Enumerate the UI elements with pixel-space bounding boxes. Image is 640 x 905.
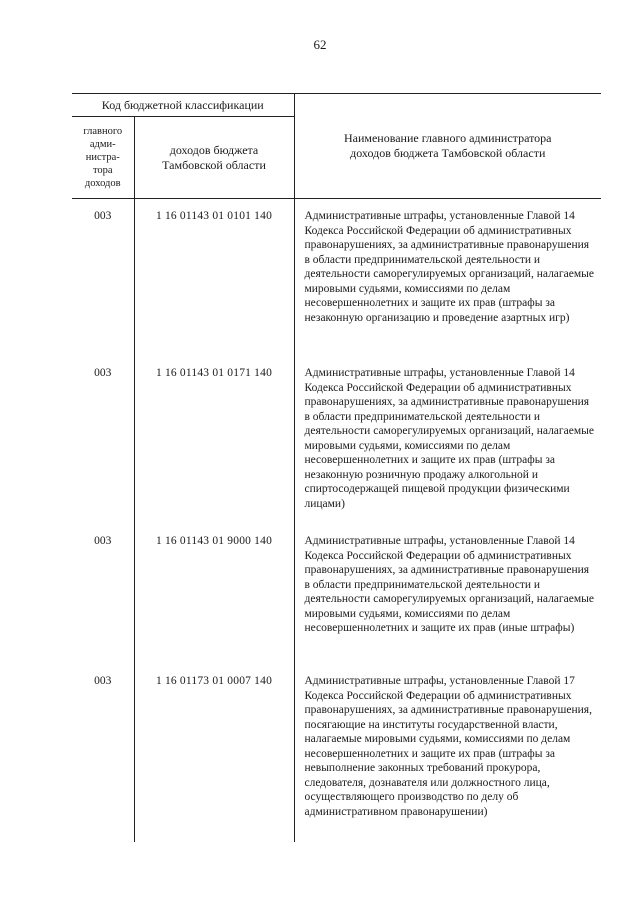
header-admin-line-4: тора: [92, 165, 113, 176]
description-cell: Административные штрафы, установленные Главой 17 Кодекса Российской Федерации об административных правонарушениях, за административные правонарушения, посягающие на институты государственной власти, налагаемые мировыми судьями, комиссиями по делам несовершеннолетних и защите их прав (штрафы за невыполнение законных требований прокурора, следователя, дознавателя или должностного лица, осуществляющего производство по делу об административном правонарушении): [304, 675, 592, 818]
header-administrator-name: [294, 94, 601, 199]
admin-code-cell: 003: [72, 199, 134, 367]
table-row: [72, 534, 601, 674]
header-income-line-2: Тамбовской области: [162, 157, 266, 172]
header-admin-line-3: нистра-: [85, 152, 120, 163]
table-row: [72, 366, 601, 534]
header-income-line-1: доходов бюджета: [169, 142, 259, 157]
admin-code-cell: 003: [72, 674, 134, 842]
kbk-cell: 1 16 01143 01 9000 140: [134, 534, 294, 674]
description-cell: Административные штрафы, установленные Главой 14 Кодекса Российской Федерации об административных правонарушениях, за административные правонарушения в области предпринимательской деятельности и деятельности саморегулируемых организаций, налагаемые мировыми судьями, комиссиями по делам несовершеннолетних и защите их прав (иные штрафы): [304, 535, 594, 634]
header-budget-income: [134, 117, 294, 199]
page-number: 62: [313, 37, 327, 52]
description-cell: Административные штрафы, установленные Главой 14 Кодекса Российской Федерации об административных правонарушениях, за административные правонарушения в области предпринимательской деятельности и деятельности саморегулируемых организаций, налагаемые мировыми судьями, комиссиями по делам несовершеннолетних и защите их прав (штрафы за незаконную розничную продажу алкогольной и спиртосодержащей пищевой продукции физическими лицами): [304, 367, 594, 510]
admin-code-cell: 003: [72, 366, 134, 534]
header-budget-classification-code: Код бюджетной классификации: [72, 94, 294, 117]
header-admin-line-5: доходов: [84, 178, 121, 189]
table-row: [72, 674, 601, 842]
admin-code-cell: 003: [72, 534, 134, 674]
header-admin-line-2: адми-: [89, 139, 116, 150]
table-row: [72, 199, 601, 367]
kbk-cell: 1 16 01143 01 0101 140: [134, 199, 294, 367]
header-name-line-2: доходов бюджета Тамбовской области: [350, 146, 546, 160]
header-name-line-1: Наименование главного администратора: [343, 131, 552, 145]
budget-classification-table: [72, 93, 601, 842]
kbk-cell: 1 16 01173 01 0007 140: [134, 674, 294, 842]
header-admin-line-1: главного: [83, 126, 123, 137]
kbk-cell: 1 16 01143 01 0171 140: [134, 366, 294, 534]
header-chief-administrator: [72, 117, 134, 199]
description-cell: Административные штрафы, установленные Главой 14 Кодекса Российской Федерации об административных правонарушениях, за административные правонарушения в области предпринимательской деятельности и деятельности саморегулируемых организаций, налагаемые мировыми судьями, комиссиями по делам несовершеннолетних и защите их прав (штрафы за незаконную организацию и проведение азартных игр): [304, 210, 594, 324]
